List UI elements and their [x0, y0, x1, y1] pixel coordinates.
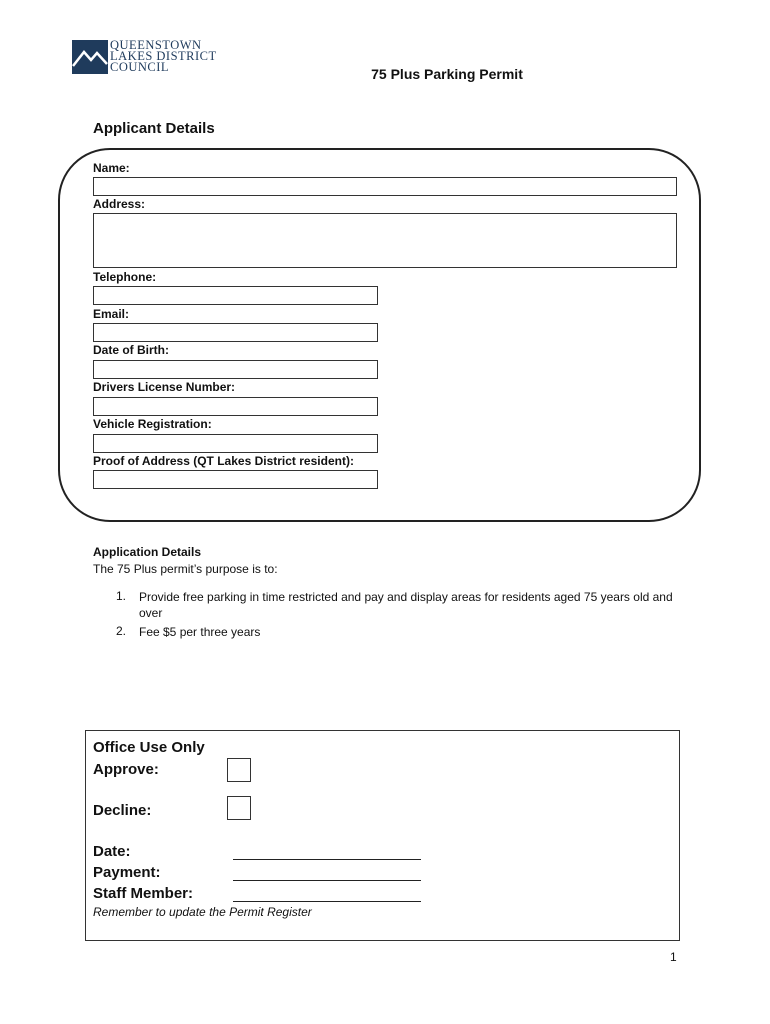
logo-text-line3: COUNCIL	[110, 60, 170, 74]
document-title: 75 Plus Parking Permit	[371, 66, 523, 82]
proof-field[interactable]	[93, 470, 378, 489]
list-item-number: 1.	[116, 589, 127, 603]
telephone-label: Telephone:	[93, 270, 157, 284]
telephone-field[interactable]	[93, 286, 378, 305]
dob-field[interactable]	[93, 360, 378, 379]
decline-label: Decline:	[93, 802, 152, 819]
decline-checkbox[interactable]	[227, 796, 251, 820]
logo-text-line2: LAKES DISTRICT	[110, 49, 217, 63]
name-label: Name:	[93, 161, 130, 175]
proof-label: Proof of Address (QT Lakes District resident):	[93, 454, 354, 468]
approve-label: Approve:	[93, 761, 159, 778]
payment-label: Payment:	[93, 864, 161, 881]
date-label: Date:	[93, 843, 131, 860]
applicant-details-heading: Applicant Details	[93, 120, 215, 137]
date-line[interactable]	[233, 859, 421, 860]
license-field[interactable]	[93, 397, 378, 416]
email-label: Email:	[93, 307, 130, 321]
staff-member-label: Staff Member:	[93, 885, 194, 902]
application-intro: The 75 Plus permit’s purpose is to:	[93, 562, 278, 576]
vehicle-field[interactable]	[93, 434, 378, 453]
list-item-text: Fee $5 per three years	[139, 625, 261, 639]
dob-label: Date of Birth:	[93, 343, 169, 357]
list-item-number: 2.	[116, 624, 127, 638]
list-item-text: Provide free parking in time restricted and pay and display areas for residents aged 75 years old and over	[139, 590, 673, 620]
name-field[interactable]	[93, 177, 677, 196]
email-field[interactable]	[93, 323, 378, 342]
approve-checkbox[interactable]	[227, 758, 251, 782]
logo-text-line1: QUEENSTOWN	[110, 38, 202, 52]
address-field[interactable]	[93, 213, 677, 268]
vehicle-label: Vehicle Registration:	[93, 417, 212, 431]
permit-register-note: Remember to update the Permit Register	[93, 905, 312, 919]
address-label: Address:	[93, 197, 146, 211]
page-number: 1	[670, 950, 677, 964]
application-details-heading: Application Details	[93, 545, 202, 559]
office-use-heading: Office Use Only	[93, 739, 205, 756]
staff-member-line[interactable]	[233, 901, 421, 902]
license-label: Drivers License Number:	[93, 380, 236, 394]
payment-line[interactable]	[233, 880, 421, 881]
